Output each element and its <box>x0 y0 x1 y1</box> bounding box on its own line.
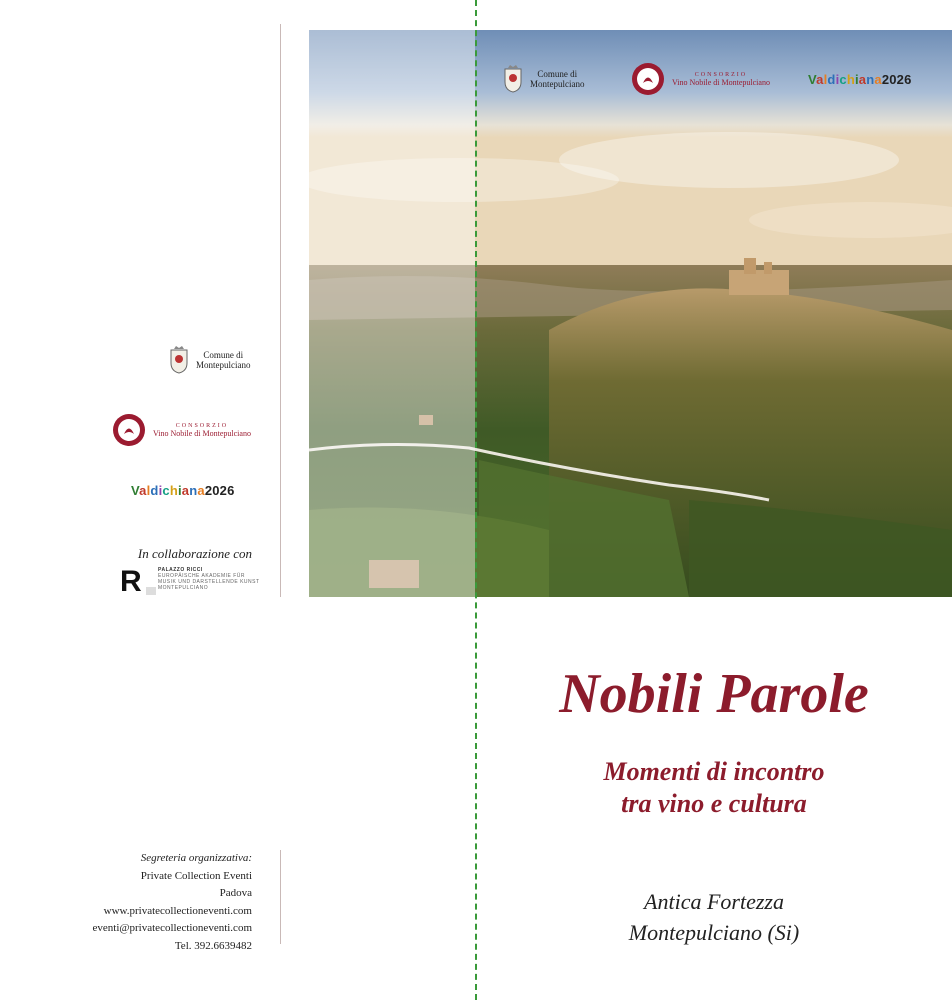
comune-line-2: Montepulciano <box>530 79 585 89</box>
palazzo-ricci-line-3: MUSIK UND DARSTELLENDE KUNST <box>158 579 260 585</box>
secretariat-phone: Tel. 392.6639482 <box>174 939 252 952</box>
main-title: Nobili Parole <box>559 663 869 725</box>
coat-of-arms-icon <box>168 345 190 375</box>
secretariat-block <box>93 850 252 955</box>
photo-fold-overlay <box>309 30 475 597</box>
palazzo-ricci-text <box>158 567 260 591</box>
comune-line-1: Comune di <box>203 350 244 360</box>
subtitle <box>476 756 952 820</box>
consorzio-seal-icon <box>631 62 665 96</box>
consorzio-name: Vino Nobile di Montepulciano <box>672 77 770 87</box>
secretariat-city: Padova <box>219 887 252 899</box>
fold-line <box>475 0 477 1000</box>
secretariat-website: www.privatecollectioneventi.com <box>103 904 252 917</box>
secretariat-email: eventi@privatecollectioneventi.com <box>92 922 252 934</box>
consorzio-logo <box>631 62 770 96</box>
landscape-photo <box>309 30 952 597</box>
consorzio-name: Vino Nobile di Montepulciano <box>153 428 251 438</box>
palazzo-ricci-line-4: MONTEPULCIANO <box>158 585 209 591</box>
palazzo-ricci-letter: R <box>120 565 142 598</box>
secretariat-heading: Segreteria organizzativa: <box>140 852 252 864</box>
comune-line-2: Montepulciano <box>196 360 251 370</box>
venue-line-1: Antica Fortezza <box>644 889 784 914</box>
consorzio-small: CONSORZIO <box>694 71 748 78</box>
venue <box>476 886 952 948</box>
subtitle-line-2: tra vino e cultura <box>621 789 807 818</box>
subtitle-line-1: Momenti di incontro <box>603 757 825 786</box>
comune-line-1: Comune di <box>537 69 578 79</box>
palazzo-ricci-line-1: PALAZZO RICCI <box>158 567 203 573</box>
comune-logo-left <box>168 345 251 375</box>
valdichiana-year: 2026 <box>204 483 235 498</box>
secretariat-company: Private Collection Eventi <box>140 869 252 882</box>
venue-line-2: Montepulciano (Si) <box>628 920 800 945</box>
consorzio-seal-icon <box>112 413 146 447</box>
left-panel-rule-bottom <box>280 850 281 944</box>
valdichiana-logo-left: Valdichiana2026 <box>131 483 235 498</box>
consorzio-small: CONSORZIO <box>175 422 229 429</box>
left-panel-rule-top <box>280 24 281 597</box>
valdichiana-logo: Valdichiana2026 <box>808 72 912 87</box>
collaboration-label: In collaborazione con <box>137 546 252 561</box>
valdichiana-year: 2026 <box>881 72 912 87</box>
coat-of-arms-icon <box>502 64 524 94</box>
comune-logo <box>502 64 585 94</box>
consorzio-logo-left <box>112 413 251 447</box>
palazzo-ricci-line-2: EUROPÄISCHE AKADEMIE FÜR <box>158 573 246 579</box>
